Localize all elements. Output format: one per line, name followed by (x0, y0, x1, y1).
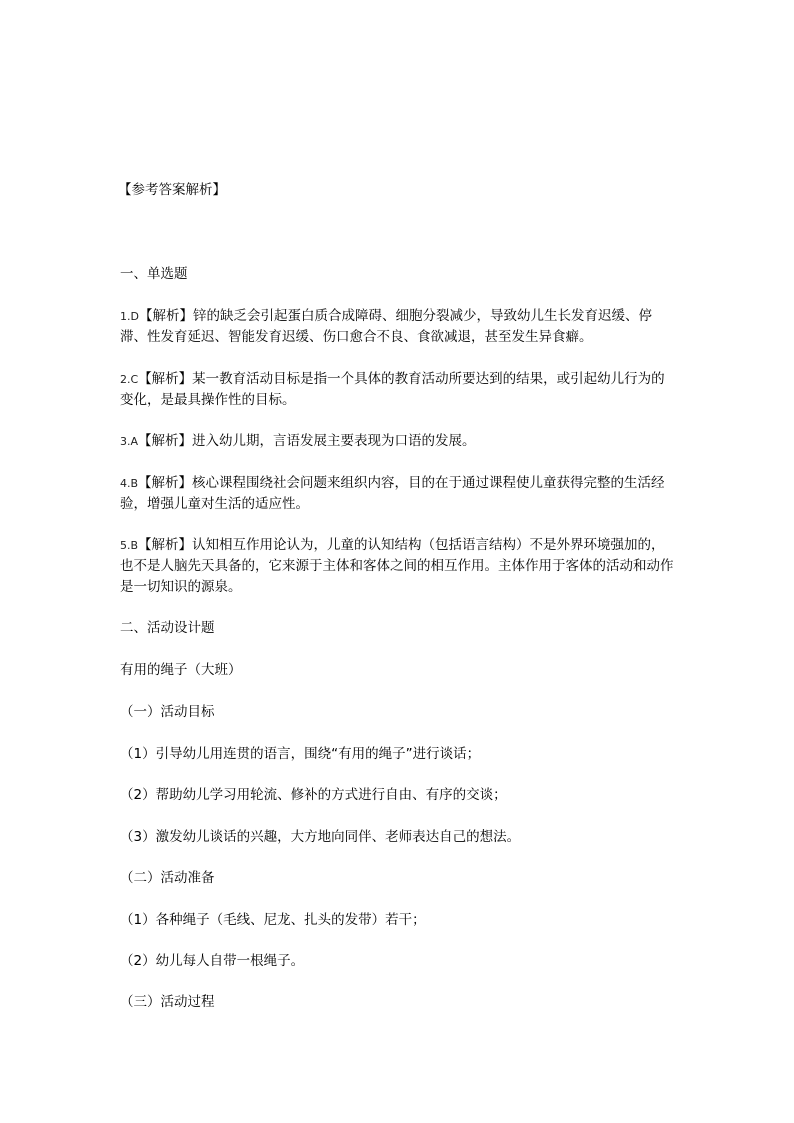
prep-text: 幼儿每人自带一根绳子。 (155, 953, 305, 969)
section1-heading: 一、单选题 (120, 266, 188, 282)
answer-text: 【解析】进入幼儿期，言语发展主要表现为口语的发展。 (138, 433, 476, 449)
prep-item-2 (120, 951, 304, 972)
answer-5 (120, 535, 676, 598)
answer-text: 【解析】锌的缺乏会引起蛋白质合成障碍、细胞分裂减少，导致幼儿生长发育迟缓、停滞、性发育延迟、智能发育迟缓、伤口愈合不良、食欲减退，甚至发生异食癖。 (120, 308, 652, 345)
goal-num: （3） (120, 829, 156, 845)
goal-item-1 (120, 744, 480, 765)
goal-num: （1） (120, 746, 156, 762)
answer-label: 3.A (120, 435, 139, 448)
process-heading: （三）活动过程 (120, 994, 215, 1010)
section2-heading: 二、活动设计题 (120, 620, 215, 636)
answer-label: 2.C (120, 373, 139, 386)
prep-num: （2） (120, 953, 156, 969)
prep-num: （1） (120, 912, 156, 928)
goal-num: （2） (120, 787, 156, 803)
answer-text: 【解析】某一教育活动目标是指一个具体的教育活动所要达到的结果，或引起幼儿行为的变化，是最具操作性的目标。 (120, 371, 665, 408)
answer-label: 5.B (120, 539, 139, 552)
answer-text: 【解析】认知相互作用论认为，儿童的认知结构（包括语言结构）不是外界环境强加的，也不是人脑先天具备的，它来源于主体和客体之间的相互作用。主体作用于客体的活动和动作是一切知识的源泉。 (120, 537, 674, 595)
answer-2 (120, 369, 676, 411)
goal-text: 激发幼儿谈话的兴趣，大方地向同伴、老师表达自己的想法。 (155, 829, 521, 845)
answer-label: 4.B (120, 477, 139, 490)
answer-4 (120, 473, 676, 515)
prep-heading: （二）活动准备 (120, 870, 215, 886)
goal-text: 帮助幼儿学习用轮流、修补的方式进行自由、有序的交谈； (155, 787, 507, 803)
goals-heading: （一）活动目标 (120, 704, 215, 720)
goal-item-3 (120, 827, 520, 848)
document-title: 【参考答案解析】 (118, 182, 226, 198)
answer-label: 1.D (120, 310, 139, 323)
activity-title: 有用的绳子（大班） (120, 662, 242, 678)
answer-1 (120, 306, 676, 348)
answer-3 (120, 431, 676, 452)
goal-item-2 (120, 785, 507, 806)
prep-item-1 (120, 910, 426, 931)
prep-text: 各种绳子（毛线、尼龙、扎头的发带）若干； (155, 912, 426, 928)
goal-text: 引导幼儿用连贯的语言，围绕“有用的绳子”进行谈话； (155, 746, 481, 762)
answer-text: 【解析】核心课程围绕社会问题来组织内容，目的在于通过课程使儿童获得完整的生活经验，增强儿童对生活的适应性。 (120, 475, 665, 512)
